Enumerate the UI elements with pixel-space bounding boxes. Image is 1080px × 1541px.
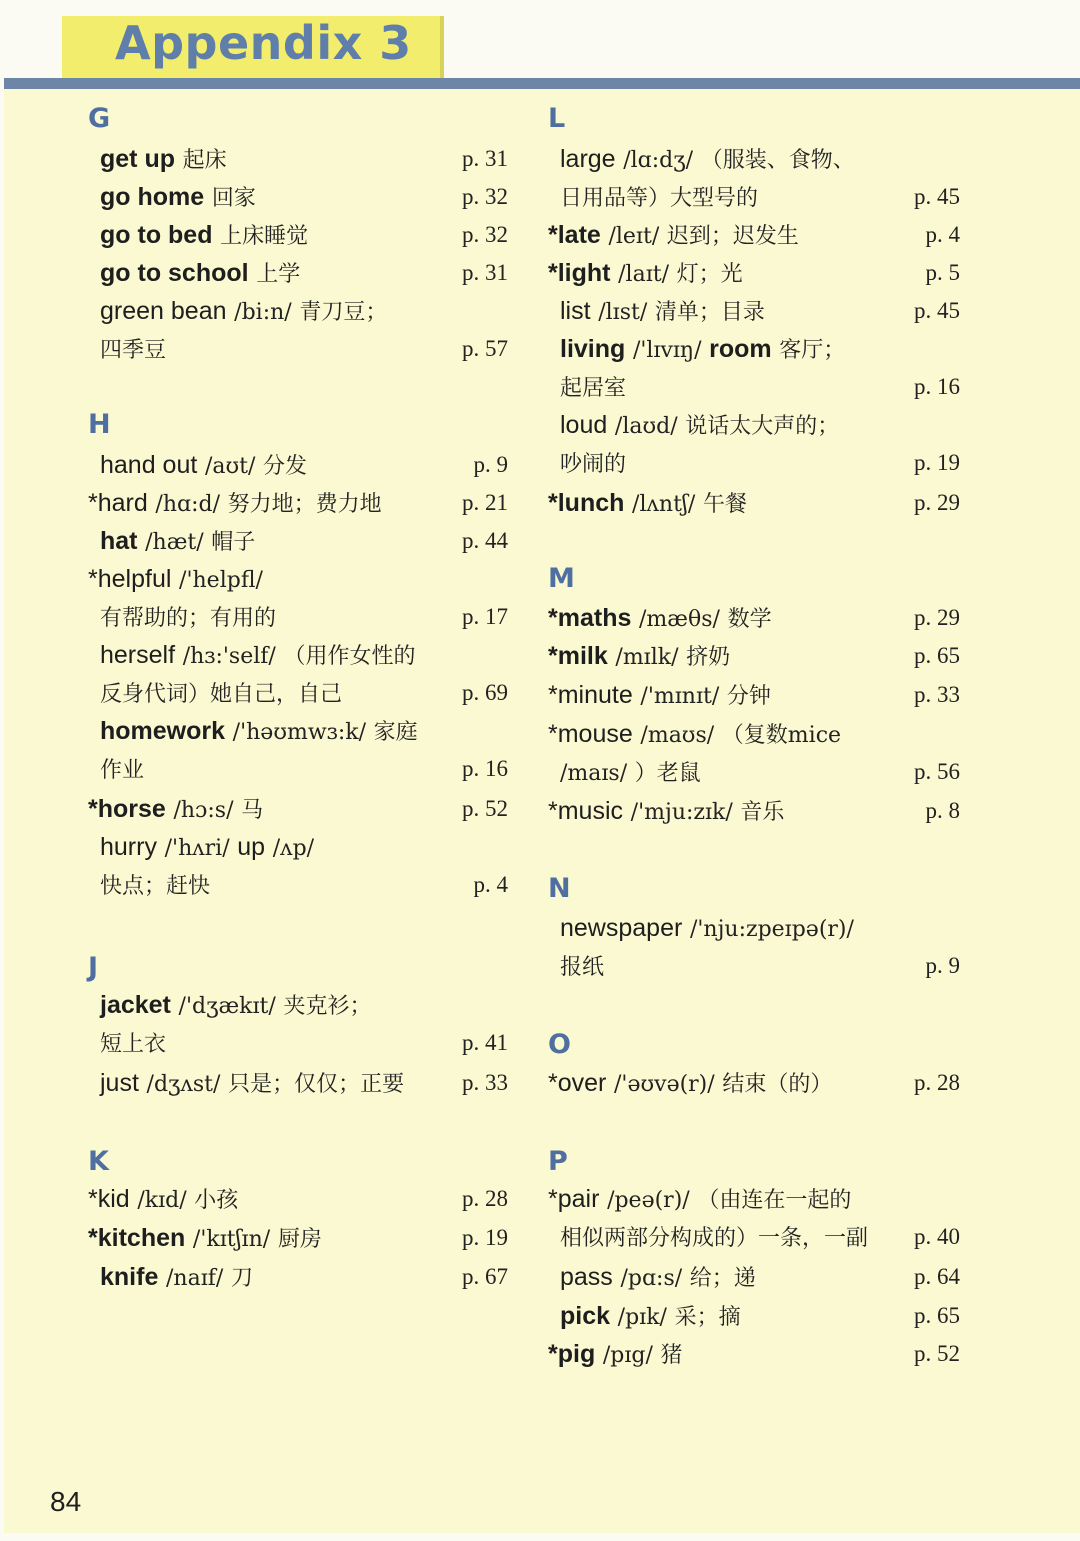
entry-line (548, 792, 968, 830)
entry-word: lunch (557, 489, 625, 517)
entry-line (548, 599, 968, 637)
entry-meaning: 快点；赶快 (100, 874, 211, 899)
entry-meaning: 吵闹的 (560, 452, 627, 477)
page-title: Appendix 3 (115, 16, 412, 70)
entry-phonetic: /naɪf/ (166, 1266, 224, 1291)
entry-line (100, 828, 520, 866)
core-word-star: * (548, 221, 558, 249)
page-reference: p. 19 (462, 1225, 508, 1250)
entry-meaning: 努力地；费力地 (227, 492, 382, 517)
entry-meaning: （服装、食物、 (700, 148, 855, 173)
entry-phonetic: /mæθs/ (639, 607, 720, 632)
entry-phonetic: /lʌntʃ/ (632, 492, 696, 517)
entry-meaning: 报纸 (560, 955, 605, 980)
entry-phonetic: /mɪlk/ (615, 645, 679, 670)
entry-line (88, 790, 508, 828)
entry-phonetic: /lɪst/ (598, 300, 648, 325)
section-letter: H (88, 409, 111, 440)
entry-meaning: 猪 (660, 1343, 683, 1368)
entry-line (560, 909, 980, 947)
entry-word: maths (557, 604, 632, 632)
entry-phonetic: /dʒʌst/ (146, 1072, 221, 1097)
page-reference: p. 41 (462, 1030, 508, 1055)
entry-meaning: 四季豆 (100, 338, 167, 363)
page-reference: p. 31 (462, 260, 508, 285)
entry-word: newspaper (560, 914, 683, 942)
entry-word: mouse (557, 720, 633, 748)
entry-line (548, 254, 968, 292)
page-reference: p. 16 (914, 374, 960, 399)
entry-line (548, 1335, 968, 1373)
entry-phonetic: /peə(r)/ (607, 1188, 690, 1213)
entry-line (88, 1180, 508, 1218)
page-reference: p. 33 (914, 682, 960, 707)
entry-meaning: 分钟 (726, 684, 771, 709)
page-reference: p. 21 (462, 490, 508, 515)
entry-word: living (560, 335, 626, 363)
page-reference: p. 40 (914, 1224, 960, 1249)
entry-word: hand out (100, 451, 198, 479)
entry-meaning: （由连在一起的 (697, 1188, 852, 1213)
page-reference: p. 9 (473, 452, 508, 477)
entry-phonetic: /hɜ:'self/ (182, 644, 276, 669)
page-reference: p. 8 (925, 798, 960, 823)
entry-line (100, 140, 520, 178)
page-reference: p. 64 (914, 1264, 960, 1289)
entry-meaning: 起居室 (560, 376, 627, 401)
entry-line (548, 484, 968, 522)
entry-line (88, 1219, 508, 1257)
entry-word: hat (100, 527, 138, 555)
core-word-star: * (88, 1224, 98, 1252)
entry-meaning: 客厅； (779, 338, 846, 363)
entry-meaning: 作业 (100, 758, 145, 783)
entry-line-continued (100, 598, 520, 636)
entry-word: late (557, 221, 601, 249)
page-reference: p. 9 (925, 953, 960, 978)
core-word-star: * (548, 1185, 558, 1213)
section-letter: K (88, 1146, 109, 1177)
entry-phonetic: /kɪd/ (137, 1188, 187, 1213)
entry-meaning: ）老鼠 (634, 761, 701, 786)
core-word-star: * (548, 681, 558, 709)
entry-phonetic: /pɑ:s/ (620, 1266, 683, 1291)
entry-line (100, 1258, 520, 1296)
page-reference: p. 28 (914, 1070, 960, 1095)
core-word-star: * (548, 1340, 558, 1368)
page-reference: p. 5 (925, 260, 960, 285)
page-reference: p. 32 (462, 222, 508, 247)
entry-word-part: up (237, 833, 266, 861)
entry-meaning: 只是；仅仅；正要 (228, 1072, 405, 1097)
core-word-star: * (548, 720, 558, 748)
entry-phonetic: /'helpfl/ (179, 568, 263, 593)
section-letter: L (548, 103, 566, 134)
entry-word: jacket (100, 991, 171, 1019)
entry-word: milk (557, 642, 608, 670)
entry-meaning: 家庭 (373, 720, 418, 745)
entry-phonetic: /'lɪvɪŋ/ (632, 338, 702, 363)
entry-meaning: 有帮助的；有用的 (100, 606, 277, 631)
page-reference: p. 4 (925, 222, 960, 247)
entry-line (100, 986, 520, 1024)
core-word-star: * (548, 642, 558, 670)
entry-line-continued (100, 330, 520, 368)
entry-line-continued (100, 750, 520, 788)
entry-line (560, 330, 980, 368)
entry-meaning: 采；摘 (674, 1305, 741, 1330)
page-reference: p. 65 (914, 1303, 960, 1328)
entry-word: minute (557, 681, 633, 709)
entry-meaning: 分发 (263, 454, 308, 479)
entry-phonetic: /laʊd/ (614, 414, 678, 439)
entry-meaning: 日用品等）大型号的 (560, 186, 759, 211)
entry-line-continued (100, 674, 520, 712)
entry-word: loud (560, 411, 608, 439)
page-reference: p. 45 (914, 298, 960, 323)
entry-meaning: 青刀豆； (299, 300, 388, 325)
entry-phonetic: /maɪs/ (560, 761, 628, 786)
page-reference: p. 28 (462, 1186, 508, 1211)
entry-word: over (557, 1069, 607, 1097)
entry-meaning: 起床 (182, 148, 227, 173)
page-reference: p. 65 (914, 643, 960, 668)
entry-phonetic: /'mɪnɪt/ (640, 684, 720, 709)
entry-meaning: 灯；光 (676, 262, 743, 287)
entry-word: pair (557, 1185, 600, 1213)
entry-line (100, 178, 520, 216)
entry-line (88, 484, 508, 522)
entry-word: pig (557, 1340, 596, 1368)
entry-meaning: 午餐 (702, 492, 747, 517)
page-reference: p. 29 (914, 605, 960, 630)
entry-line (100, 636, 520, 674)
page-number: 84 (50, 1486, 82, 1517)
page-reference: p. 4 (473, 872, 508, 897)
page-reference: p. 52 (914, 1341, 960, 1366)
page-reference: p. 29 (914, 490, 960, 515)
core-word-star: * (548, 604, 558, 632)
entry-meaning: 给；递 (689, 1266, 756, 1291)
entry-line (548, 1064, 968, 1102)
entry-phonetic: /'həʊmwɜ:k/ (232, 720, 367, 745)
entry-meaning: 挤奶 (686, 645, 731, 670)
entry-word: go home (100, 183, 205, 211)
entry-meaning: （复数mice (721, 723, 842, 748)
entry-word: get up (100, 145, 175, 173)
entry-word: horse (97, 795, 166, 823)
core-word-star: * (548, 259, 558, 287)
entry-word: just (100, 1069, 139, 1097)
entry-line (88, 560, 508, 598)
page-reference: p. 19 (914, 450, 960, 475)
entry-phonetic: /'əʊvə(r)/ (614, 1072, 715, 1097)
entry-word: knife (100, 1263, 159, 1291)
core-word-star: * (88, 565, 98, 593)
page-reference: p. 44 (462, 528, 508, 553)
entry-phonetic: /'hʌri/ (164, 836, 230, 861)
entry-line (548, 676, 968, 714)
entry-meaning: 反身代词）她自己，自己 (100, 682, 343, 707)
core-word-star: * (88, 489, 98, 517)
page-reference: p. 57 (462, 336, 508, 361)
entry-word: kitchen (97, 1224, 186, 1252)
entry-meaning: 帽子 (211, 530, 256, 555)
entry-word: hurry (100, 833, 157, 861)
page-reference: p. 69 (462, 680, 508, 705)
page-reference: p. 52 (462, 796, 508, 821)
entry-meaning: 短上衣 (100, 1032, 167, 1057)
page-reference: p. 56 (914, 759, 960, 784)
entry-meaning: 夹克衫； (283, 994, 372, 1019)
core-word-star: * (548, 1069, 558, 1097)
entry-phonetic: /'kɪtʃɪn/ (192, 1227, 271, 1252)
entry-word: go to bed (100, 221, 213, 249)
entry-word: music (557, 797, 624, 825)
entry-line-continued (560, 947, 980, 985)
entry-word: herself (100, 641, 176, 669)
entry-line (100, 216, 520, 254)
entry-word: homework (100, 717, 226, 745)
page-reference: p. 16 (462, 756, 508, 781)
page-reference: p. 45 (914, 184, 960, 209)
entry-phonetic: /bi:n/ (234, 300, 292, 325)
section-letter: P (548, 1146, 568, 1177)
entry-line (100, 1064, 520, 1102)
entry-meaning: 音乐 (740, 800, 785, 825)
section-letter: N (548, 873, 571, 904)
entry-phonetic: /hɔ:s/ (173, 798, 234, 823)
entry-line (100, 446, 520, 484)
entry-line (100, 292, 520, 330)
entry-line (100, 712, 520, 750)
entry-word: pick (560, 1302, 611, 1330)
entry-line (560, 406, 980, 444)
page-reference: p. 17 (462, 604, 508, 629)
entry-meaning: 刀 (230, 1266, 253, 1291)
entry-phonetic: /lɑ:dʒ/ (623, 148, 694, 173)
page-reference: p. 33 (462, 1070, 508, 1095)
entry-line-continued (100, 866, 520, 904)
entry-meaning: 迟到；迟发生 (666, 224, 799, 249)
core-word-star: * (548, 489, 558, 517)
section-letter: M (548, 563, 575, 594)
entry-meaning: 上学 (256, 262, 301, 287)
entry-phonetic: /hɑ:d/ (155, 492, 220, 517)
entry-meaning: 厨房 (277, 1227, 322, 1252)
header-rule (4, 78, 1080, 89)
entry-word: hard (97, 489, 148, 517)
core-word-star: * (88, 1185, 98, 1213)
entry-phonetic: /pɪg/ (602, 1343, 653, 1368)
entry-word: go to school (100, 259, 249, 287)
entry-meaning: 数学 (727, 607, 772, 632)
entry-phonetic: /hæt/ (145, 530, 204, 555)
entry-word: kid (97, 1185, 130, 1213)
entry-line (560, 140, 980, 178)
entry-word: large (560, 145, 616, 173)
entry-line (548, 1180, 968, 1218)
section-letter: J (88, 952, 99, 983)
section-letter: O (548, 1029, 571, 1060)
entry-meaning: 回家 (211, 186, 256, 211)
entry-meaning: 清单；目录 (654, 300, 765, 325)
entry-word: list (560, 297, 591, 325)
entry-line-continued (100, 1024, 520, 1062)
entry-word: green bean (100, 297, 227, 325)
entry-word: helpful (97, 565, 172, 593)
entry-phonetic: /'mju:zɪk/ (630, 800, 733, 825)
entry-phonetic: /maʊs/ (640, 723, 715, 748)
entry-meaning: 上床睡觉 (220, 224, 309, 249)
entry-meaning: 马 (241, 798, 264, 823)
entry-phonetic: /pɪk/ (617, 1305, 667, 1330)
entry-meaning: 结束（的） (722, 1072, 833, 1097)
page-reference: p. 32 (462, 184, 508, 209)
entry-phonetic: /ʌp/ (272, 836, 315, 861)
entry-phonetic: /leɪt/ (608, 224, 660, 249)
entry-meaning: 小孩 (194, 1188, 239, 1213)
entry-phonetic: /laɪt/ (618, 262, 669, 287)
entry-phonetic: /aʊt/ (204, 454, 256, 479)
entry-meaning: （用作女性的 (283, 644, 416, 669)
entry-line (548, 637, 968, 675)
entry-line (548, 216, 968, 254)
entry-word-part: room (709, 335, 772, 363)
entry-line (100, 522, 520, 560)
page-reference: p. 67 (462, 1264, 508, 1289)
core-word-star: * (548, 797, 558, 825)
entry-meaning: 说话太大声的； (685, 414, 840, 439)
entry-phonetic: /'nju:zpeɪpə(r)/ (689, 917, 854, 942)
entry-word: pass (560, 1263, 613, 1291)
entry-word: light (557, 259, 611, 287)
core-word-star: * (88, 795, 98, 823)
entry-meaning: 相似两部分构成的）一条，一副 (560, 1226, 869, 1251)
section-letter: G (88, 103, 111, 134)
entry-phonetic: /'dʒækɪt/ (178, 994, 276, 1019)
entry-line (548, 715, 968, 753)
entry-line (100, 254, 520, 292)
page-reference: p. 31 (462, 146, 508, 171)
